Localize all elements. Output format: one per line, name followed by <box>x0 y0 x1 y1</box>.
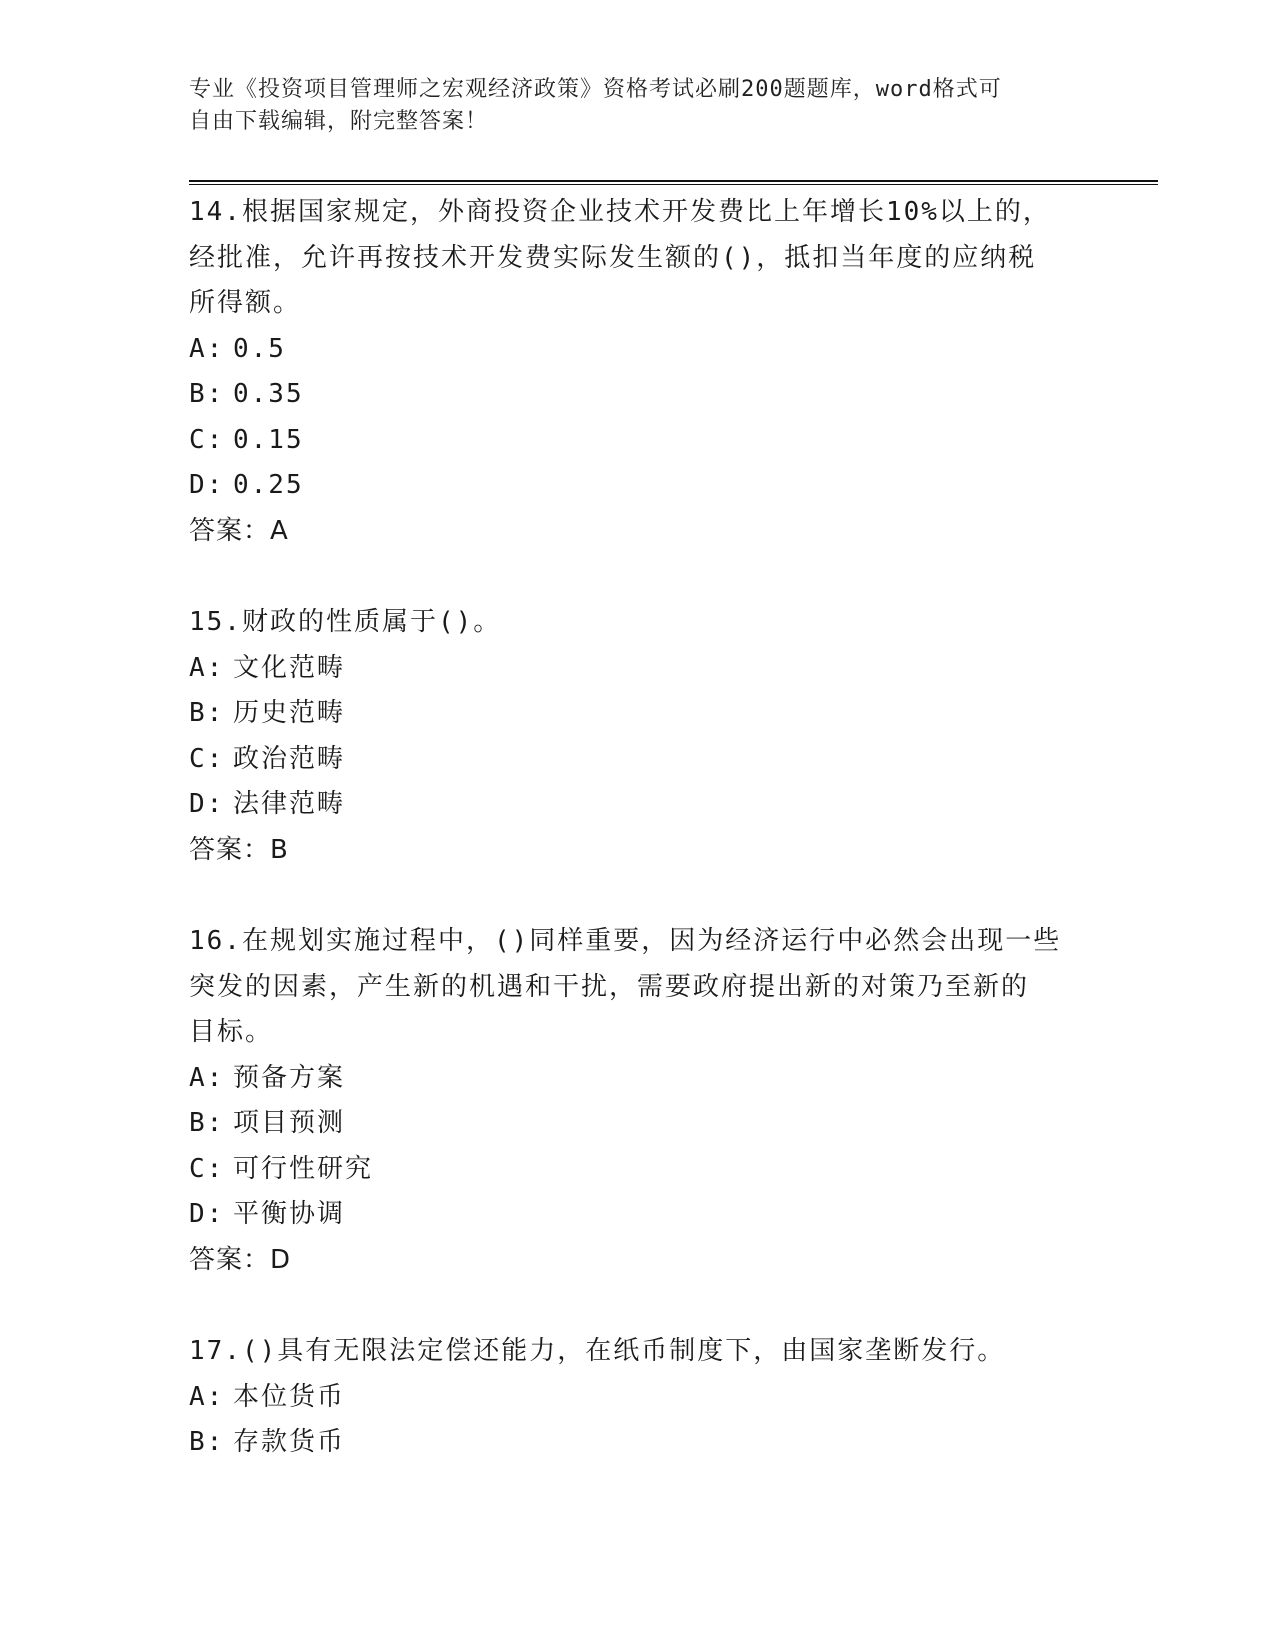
stem-line: 16.在规划实施过程中，()同样重要，因为经济运行中必然会出现一些 <box>189 926 1062 956</box>
option-d <box>189 782 1089 828</box>
stem-line: 目标。 <box>189 1017 274 1047</box>
stem-line: 所得额。 <box>189 288 302 318</box>
option-text: 存款货币 <box>233 1427 346 1457</box>
question-stem <box>189 1329 1089 1375</box>
question-list <box>189 190 1089 1466</box>
option-letter: D: <box>189 470 225 500</box>
stem-line: 14.根据国家规定，外商投资企业技术开发费比上年增长10%以上的， <box>189 197 1051 227</box>
header-divider-thin <box>189 184 1158 185</box>
option-text: 历史范畴 <box>233 698 346 728</box>
stem-line: 经批准，允许再按技术开发费实际发生额的()，抵扣当年度的应纳税 <box>189 242 1037 273</box>
option-text: 0.35 <box>233 379 304 409</box>
stem-line: 15.财政的性质属于()。 <box>189 607 502 637</box>
option-a <box>189 646 1089 692</box>
option-b <box>189 372 1089 418</box>
question-14 <box>189 190 1089 554</box>
option-text: 0.25 <box>233 470 304 500</box>
option-c <box>189 737 1089 783</box>
header-line-2: 自由下载编辑，附完整答案！ <box>189 109 489 134</box>
answer-line: 答案：B <box>189 834 289 865</box>
option-a <box>189 1056 1089 1102</box>
option-letter: A: <box>189 1062 225 1093</box>
question-spacer <box>189 554 1089 600</box>
header-divider-thick <box>189 180 1158 182</box>
answer-line: 答案：A <box>189 515 289 546</box>
question-stem <box>189 600 1089 646</box>
answer-line: 答案：D <box>189 1244 292 1275</box>
question-spacer <box>189 873 1089 919</box>
option-text: 0.5 <box>233 333 286 364</box>
option-letter: C: <box>189 1153 225 1184</box>
document-header <box>189 74 1069 138</box>
option-letter: B: <box>189 1427 225 1457</box>
option-text: 法律范畴 <box>233 789 346 819</box>
option-letter: B: <box>189 379 225 409</box>
option-letter: A: <box>189 652 225 683</box>
option-text: 项目预测 <box>233 1108 346 1138</box>
option-letter: D: <box>189 789 225 819</box>
option-text: 可行性研究 <box>233 1153 374 1184</box>
option-letter: B: <box>189 698 225 728</box>
option-text: 预备方案 <box>233 1062 346 1093</box>
option-letter: B: <box>189 1108 225 1138</box>
option-text: 政治范畴 <box>233 743 346 774</box>
option-b <box>189 1101 1089 1147</box>
option-text: 0.15 <box>233 424 304 455</box>
question-17 <box>189 1329 1089 1466</box>
option-letter: A: <box>189 333 225 364</box>
option-letter: C: <box>189 743 225 774</box>
option-c <box>189 418 1089 464</box>
option-c <box>189 1147 1089 1193</box>
option-letter: A: <box>189 1381 225 1412</box>
question-15 <box>189 600 1089 873</box>
question-spacer <box>189 1283 1089 1329</box>
question-stem <box>189 919 1089 1056</box>
option-d <box>189 1192 1089 1238</box>
option-a <box>189 327 1089 373</box>
option-d <box>189 463 1089 509</box>
stem-line: 突发的因素，产生新的机遇和干扰，需要政府提出新的对策乃至新的 <box>189 971 1030 1002</box>
question-stem <box>189 190 1089 327</box>
header-line-1: 专业《投资项目管理师之宏观经济政策》资格考试必刷200题题库，word格式可 <box>189 77 1002 102</box>
stem-line: 17.()具有无限法定偿还能力，在纸币制度下，由国家垄断发行。 <box>189 1336 1006 1366</box>
option-text: 本位货币 <box>233 1381 346 1412</box>
option-b <box>189 1420 1089 1466</box>
option-letter: D: <box>189 1199 225 1229</box>
option-b <box>189 691 1089 737</box>
option-a <box>189 1375 1089 1421</box>
option-letter: C: <box>189 424 225 455</box>
option-text: 平衡协调 <box>233 1199 346 1229</box>
option-text: 文化范畴 <box>233 652 346 683</box>
question-16 <box>189 919 1089 1283</box>
